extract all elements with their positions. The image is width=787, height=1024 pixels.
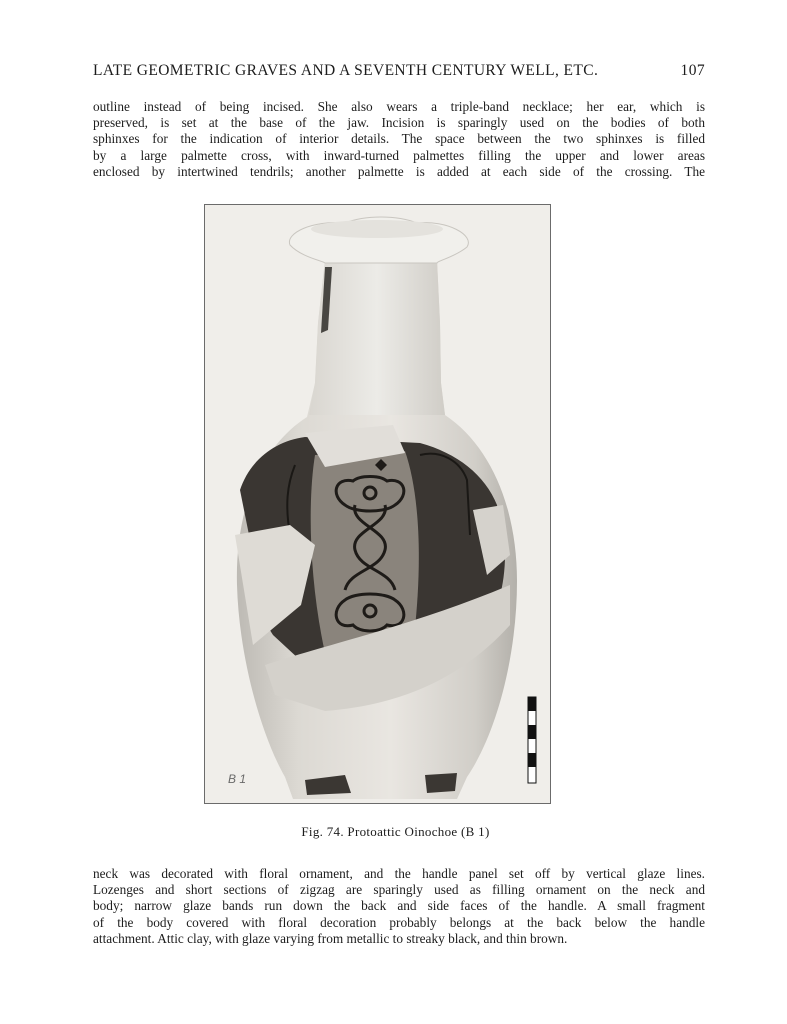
page-number: 107 <box>680 62 705 79</box>
figure-caption: Fig. 74. Protoattic Oinochoe (B 1) <box>301 824 490 839</box>
text-line: body; narrow glaze bands run down the back and side faces of the handle. A small fragment <box>93 898 705 914</box>
paragraph-bottom <box>93 866 705 947</box>
vase-illustration <box>205 205 551 804</box>
oinochoe-photograph <box>204 204 551 804</box>
paragraph-top <box>93 99 705 180</box>
text-line: of the body covered with floral decoration probably belongs at the back below the handle <box>93 914 705 930</box>
text-line: Lozenges and short sections of zigzag are sparingly used as filling ornament on the neck and <box>93 882 705 898</box>
text-line: enclosed by intertwined tendrils; another palmette is added at each side of the crossing. The <box>93 163 705 179</box>
scale-bar <box>528 697 536 783</box>
text-line: neck was decorated with floral ornament, and the handle panel set off by vertical glaze lines. <box>93 866 705 881</box>
text-line: sphinxes for the indication of interior details. The space between the two sphinxes is filled <box>93 131 705 147</box>
text-line: preserved, is set at the base of the jaw. Incision is sparingly used on the bodies of both <box>93 115 705 131</box>
running-title: LATE GEOMETRIC GRAVES AND A SEVENTH CENTURY WELL, ETC. <box>93 62 599 79</box>
running-header <box>93 62 705 84</box>
text-line: by a large palmette cross, with inward-turned palmettes filling the upper and lower areas <box>93 147 705 163</box>
figure-inventory-label: B 1 <box>228 772 247 786</box>
text-line: attachment. Attic clay, with glaze varying from metallic to streaky black, and thin brown. <box>93 930 568 946</box>
text-line: outline instead of being incised. She also wears a triple-band necklace; her ear, which is <box>93 99 705 114</box>
